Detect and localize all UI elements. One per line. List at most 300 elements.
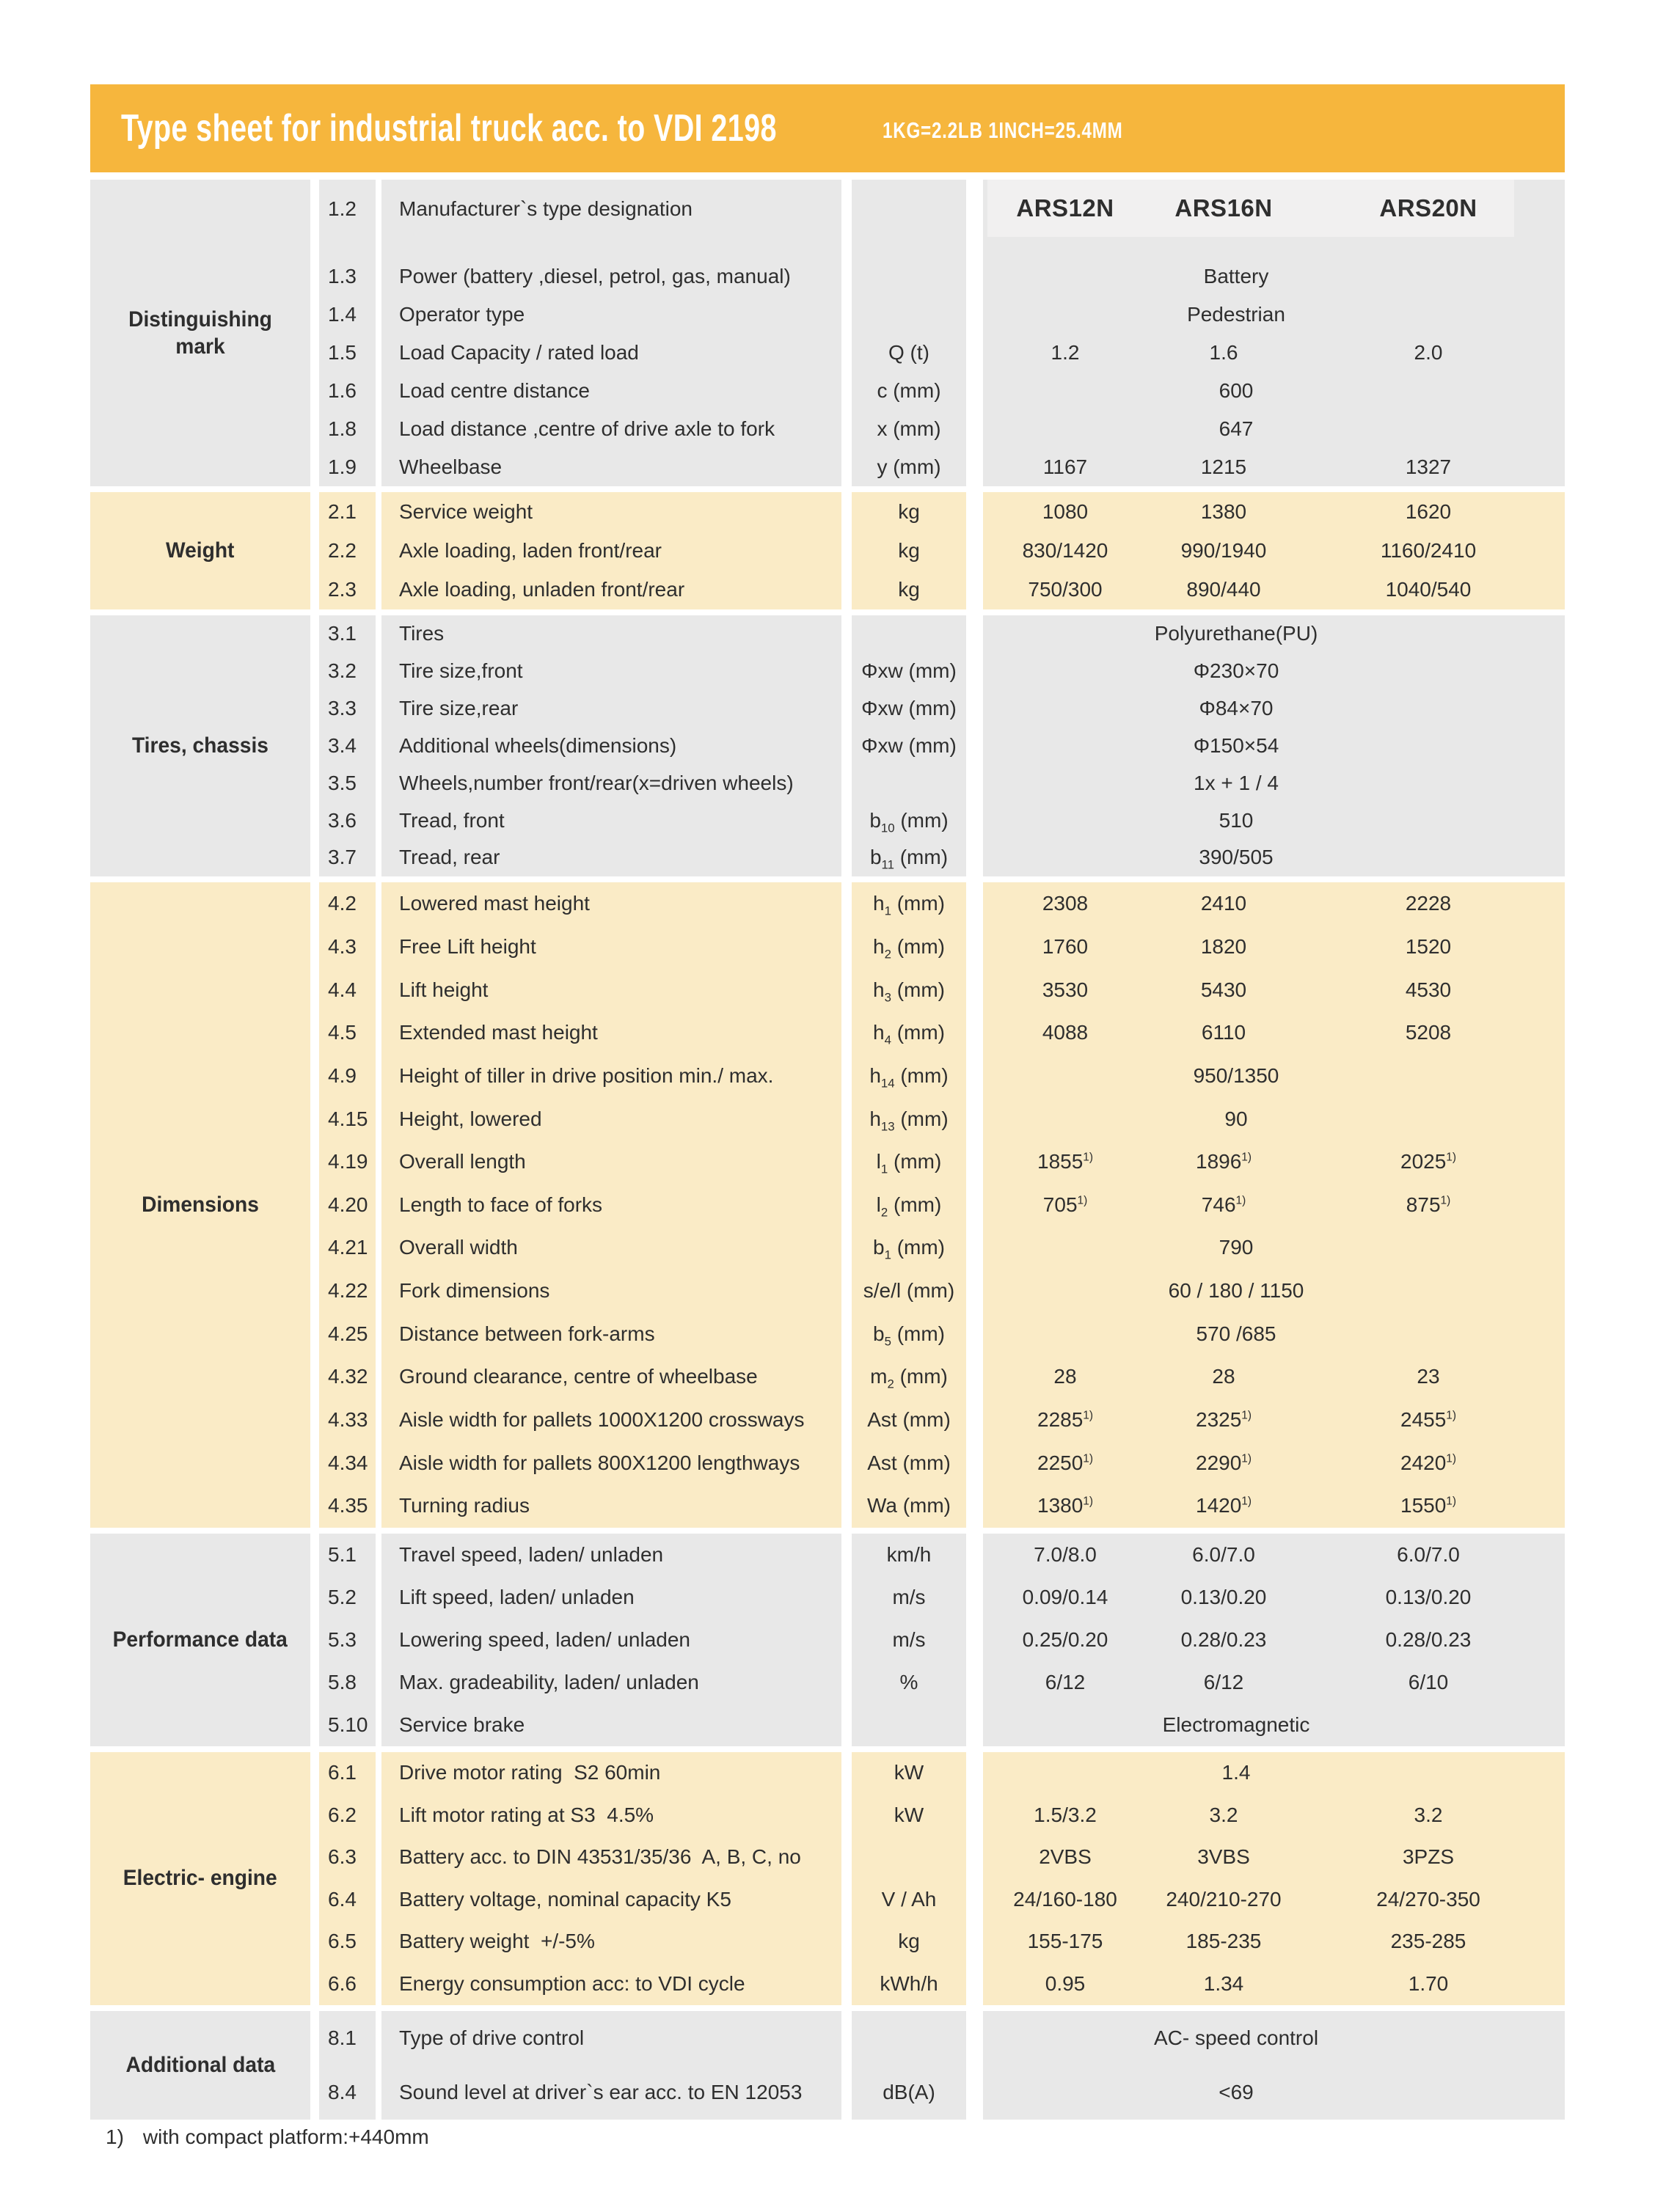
row-unit-text: y (mm) — [877, 455, 941, 478]
table-row — [319, 410, 1565, 448]
row-number — [319, 2065, 376, 2120]
row-number-text: 4.15 — [328, 1107, 368, 1130]
row-value-span — [983, 1097, 1489, 1140]
row-values — [983, 1399, 1565, 1442]
row-value-text: 60 / 180 / 1150 — [1168, 1279, 1304, 1303]
row-values-grid — [983, 448, 1557, 486]
row-unit — [852, 926, 966, 969]
section-category-cell — [90, 492, 310, 609]
row-description-text: Battery weight +/-5% — [399, 1930, 595, 1953]
row-unit — [852, 1270, 966, 1313]
table-row — [319, 1534, 1565, 1576]
row-number-text: 6.6 — [328, 1971, 357, 1995]
row-number — [319, 1534, 376, 1576]
row-description — [381, 1878, 841, 1921]
table-row — [319, 492, 1565, 531]
table-row — [319, 1921, 1565, 1963]
row-description — [381, 1441, 841, 1484]
row-unit — [852, 1836, 966, 1879]
row-unit-text: $b_1$ (mm) — [873, 1236, 945, 1263]
row-number-text: 4.33 — [328, 1408, 368, 1432]
row-value-span — [983, 728, 1489, 765]
row-values — [983, 1921, 1565, 1963]
section-label: Tires, chassis — [131, 733, 269, 758]
row-number — [319, 2011, 376, 2065]
row-description-text: Wheels,number front/rear(x=driven wheels) — [399, 771, 794, 794]
section-category-cell — [90, 882, 310, 1528]
row-number-text: 1.8 — [328, 417, 357, 440]
row-values — [983, 531, 1565, 570]
row-unit — [852, 1661, 966, 1704]
row-values — [983, 802, 1565, 839]
row-unit — [852, 728, 966, 765]
row-unit — [852, 1576, 966, 1619]
row-unit — [852, 1441, 966, 1484]
row-description-text: Load distance ,centre of drive axle to fork — [399, 417, 775, 440]
row-value-span — [983, 1270, 1489, 1313]
row-description-text: Length to face of forks — [399, 1193, 603, 1216]
row-values — [983, 882, 1565, 926]
row-number-text: 6.3 — [328, 1845, 357, 1869]
row-number-text: 4.21 — [328, 1236, 368, 1259]
section-rows — [319, 492, 1565, 609]
row-unit-text: kg — [898, 538, 920, 562]
spec-table — [90, 180, 1565, 2125]
row-value: 0.13/0.20 — [1385, 1585, 1472, 1608]
row-description-text: Axle loading, laden front/rear — [399, 538, 662, 562]
row-value: 2250$^{1)}$ — [1037, 1451, 1093, 1474]
row-value: 235-285 — [1390, 1930, 1466, 1953]
row-values — [983, 1752, 1565, 1795]
row-value: 185-235 — [1185, 1930, 1262, 1953]
table-row — [319, 1399, 1565, 1442]
row-value: 0.25/0.20 — [1022, 1627, 1108, 1651]
table-row — [319, 180, 1565, 257]
row-description-text: Additional wheels(dimensions) — [399, 733, 677, 757]
row-value-span — [983, 1752, 1489, 1795]
row-number-text: 5.8 — [328, 1670, 357, 1693]
row-values — [983, 1312, 1565, 1355]
row-description — [381, 180, 841, 257]
row-unit — [852, 2011, 966, 2065]
row-value: 1327 — [1405, 455, 1452, 478]
row-number-text: 4.22 — [328, 1279, 368, 1303]
row-number-text: 4.4 — [328, 978, 357, 1001]
section-category-cell — [90, 1752, 310, 2005]
row-unit-text: $h_3$ (mm) — [873, 978, 945, 1005]
table-row — [319, 615, 1565, 653]
row-unit — [852, 1399, 966, 1442]
row-value: 3530 — [1042, 978, 1089, 1001]
row-value: 1380 — [1200, 499, 1247, 523]
unit-conversion-note: 1KG=2.2LB 1INCH=25.4MM — [883, 117, 1123, 143]
row-description-text: Battery voltage, nominal capacity K5 — [399, 1887, 731, 1911]
section-rows — [319, 1534, 1565, 1746]
row-description — [381, 728, 841, 765]
row-value: 3PZS — [1402, 1845, 1455, 1869]
row-values-grid — [983, 926, 1557, 969]
row-unit-text: $h_2$ (mm) — [873, 934, 945, 962]
row-unit-text: $h_1$ (mm) — [873, 892, 945, 918]
row-values — [983, 615, 1565, 653]
row-value: 1550$^{1)}$ — [1400, 1494, 1456, 1517]
table-row — [319, 296, 1565, 334]
table-row — [319, 1704, 1565, 1746]
row-description — [381, 839, 841, 876]
row-description-text: Overall length — [399, 1150, 526, 1173]
row-description — [381, 1534, 841, 1576]
row-description — [381, 926, 841, 969]
row-unit-text: c (mm) — [877, 379, 941, 402]
row-description-text: Aisle width for pallets 800X1200 lengthways — [399, 1451, 800, 1474]
row-values-grid — [983, 531, 1557, 570]
footnote-marker: 1) — [106, 2125, 124, 2148]
row-unit — [852, 1097, 966, 1140]
row-values-grid — [983, 1836, 1557, 1879]
row-values — [983, 1270, 1565, 1313]
row-number — [319, 653, 376, 690]
row-value: 5430 — [1200, 978, 1247, 1001]
row-value-text: 390/505 — [1199, 846, 1274, 869]
row-value-text: Φ150×54 — [1193, 733, 1279, 757]
row-description — [381, 1399, 841, 1442]
row-value: 1.5/3.2 — [1034, 1803, 1097, 1826]
row-value: 6/12 — [1203, 1670, 1244, 1693]
row-number-text: 5.2 — [328, 1585, 357, 1608]
row-description — [381, 2011, 841, 2065]
row-unit — [852, 2065, 966, 2120]
row-number — [319, 1963, 376, 2005]
row-description — [381, 1836, 841, 1879]
row-number — [319, 1794, 376, 1836]
row-unit — [852, 1183, 966, 1226]
row-values-grid — [983, 1399, 1557, 1442]
row-number-text: 3.2 — [328, 659, 357, 683]
row-unit-text: km/h — [886, 1542, 932, 1566]
row-description-text: Extended mast height — [399, 1021, 598, 1044]
row-description-text: Power (battery ,diesel, petrol, gas, manual) — [399, 265, 791, 288]
row-values-grid — [983, 1963, 1557, 2005]
row-description — [381, 690, 841, 728]
row-number — [319, 764, 376, 802]
row-value: 830/1420 — [1022, 538, 1108, 562]
row-number-text: 8.1 — [328, 2026, 357, 2049]
row-values — [983, 1878, 1565, 1921]
table-row — [319, 372, 1565, 410]
row-value: 1160/2410 — [1380, 538, 1477, 562]
row-unit — [852, 1963, 966, 2005]
row-unit-text: kW — [894, 1761, 924, 1784]
row-number-text: 3.7 — [328, 846, 357, 869]
row-number-text: 3.5 — [328, 771, 357, 794]
row-description-text: Manufacturer`s type designation — [399, 197, 693, 220]
row-description — [381, 334, 841, 372]
row-unit-text: kW — [894, 1803, 924, 1826]
row-values — [983, 257, 1565, 296]
row-unit — [852, 257, 966, 296]
row-unit-text: $m_2$ (mm) — [870, 1365, 948, 1392]
row-number — [319, 1097, 376, 1140]
row-unit-text: $h_{13}$ (mm) — [869, 1107, 949, 1134]
row-values-grid — [983, 1355, 1557, 1399]
row-values-grid — [983, 882, 1557, 926]
row-number — [319, 1921, 376, 1963]
row-description — [381, 1055, 841, 1098]
row-unit — [852, 690, 966, 728]
row-value: 1.2 — [1051, 341, 1080, 364]
row-unit — [852, 334, 966, 372]
row-description-text: Distance between fork-arms — [399, 1322, 655, 1345]
row-values — [983, 492, 1565, 531]
row-description — [381, 492, 841, 531]
row-value-span — [983, 1055, 1489, 1098]
row-number — [319, 1011, 376, 1055]
row-number — [319, 1441, 376, 1484]
row-number-text: 3.6 — [328, 808, 357, 832]
row-number-text: 1.2 — [328, 197, 357, 220]
row-number-text: 4.19 — [328, 1150, 368, 1173]
table-row — [319, 1226, 1565, 1270]
row-description — [381, 372, 841, 410]
table-row — [319, 1312, 1565, 1355]
row-description — [381, 1312, 841, 1355]
row-unit-text: V / Ah — [881, 1887, 937, 1911]
row-value-text: Φ230×70 — [1193, 659, 1279, 683]
model-name: ARS16N — [1174, 194, 1273, 221]
row-value: 0.28/0.23 — [1385, 1627, 1472, 1651]
row-number-text: 2.2 — [328, 538, 357, 562]
row-values — [983, 728, 1565, 765]
row-number — [319, 1312, 376, 1355]
row-values-grid — [983, 1878, 1557, 1921]
section-rows — [319, 180, 1565, 486]
section-rows — [319, 882, 1565, 1528]
row-description-text: Travel speed, laden/ unladen — [399, 1542, 664, 1566]
row-values — [983, 1097, 1565, 1140]
table-row — [319, 2011, 1565, 2065]
section-weight — [90, 492, 1565, 609]
row-value: 2.0 — [1414, 341, 1443, 364]
row-number — [319, 492, 376, 531]
row-unit-text: kg — [898, 499, 920, 523]
row-number-text: 3.3 — [328, 697, 357, 720]
section-distinguishing-mark — [90, 180, 1565, 486]
row-unit-text: % — [899, 1670, 918, 1693]
row-number-text: 2.1 — [328, 499, 357, 523]
row-description-text: Tread, rear — [399, 846, 500, 869]
header-bar — [90, 84, 1565, 172]
row-values — [983, 1226, 1565, 1270]
row-description-text: Overall width — [399, 1236, 518, 1259]
row-value: 1896$^{1)}$ — [1196, 1150, 1252, 1173]
row-values — [983, 1576, 1565, 1619]
row-value: 2228 — [1405, 892, 1452, 915]
row-description-text: Ground clearance, centre of wheelbase — [399, 1365, 758, 1388]
row-number — [319, 1226, 376, 1270]
row-value-text: AC- speed control — [1153, 2026, 1319, 2049]
row-value-text: 1.4 — [1221, 1761, 1251, 1784]
row-number — [319, 372, 376, 410]
row-value-span — [983, 1312, 1489, 1355]
row-values — [983, 1355, 1565, 1399]
row-description — [381, 1921, 841, 1963]
section-category-cell — [90, 615, 310, 876]
row-number — [319, 839, 376, 876]
section-category-cell — [90, 2011, 310, 2120]
row-number — [319, 1399, 376, 1442]
row-value: 1.6 — [1209, 341, 1238, 364]
row-number — [319, 1619, 376, 1661]
row-value-span — [983, 839, 1489, 876]
row-description-text: Lift speed, laden/ unladen — [399, 1585, 635, 1608]
row-values-grid — [983, 968, 1557, 1011]
row-unit — [852, 1226, 966, 1270]
table-row — [319, 1619, 1565, 1661]
row-description-text: Tread, front — [399, 808, 505, 832]
row-unit-text: m/s — [892, 1627, 926, 1651]
row-number-text: 4.35 — [328, 1494, 368, 1517]
table-row — [319, 1011, 1565, 1055]
row-unit — [852, 448, 966, 486]
row-number-text: 1.3 — [328, 265, 357, 288]
row-value: 24/270-350 — [1376, 1887, 1480, 1911]
row-description-text: Fork dimensions — [399, 1279, 550, 1303]
row-value: 23 — [1417, 1365, 1440, 1388]
row-unit-text: Ast (mm) — [867, 1451, 951, 1474]
row-unit-text: $h_{14}$ (mm) — [869, 1063, 949, 1091]
row-description-text: Drive motor rating S2 60min — [399, 1761, 661, 1784]
table-row — [319, 531, 1565, 570]
row-number — [319, 1661, 376, 1704]
row-values — [983, 180, 1565, 257]
row-description-text: Turning radius — [399, 1494, 530, 1517]
row-number-text: 3.1 — [328, 622, 357, 645]
row-values — [983, 1794, 1565, 1836]
row-value-span — [983, 1226, 1489, 1270]
row-unit-text: kWh/h — [880, 1971, 938, 1995]
row-unit-text: s/e/l (mm) — [863, 1279, 955, 1303]
row-value: 28 — [1212, 1365, 1235, 1388]
section-rows — [319, 2011, 1565, 2120]
row-values — [983, 1011, 1565, 1055]
row-number — [319, 257, 376, 296]
row-value-text: Polyurethane(PU) — [1154, 622, 1318, 645]
row-number-text: 3.4 — [328, 733, 357, 757]
row-unit-text: $l_2$ (mm) — [876, 1193, 942, 1220]
row-value: 3VBS — [1197, 1845, 1250, 1869]
row-value-text: Φ84×70 — [1199, 697, 1274, 720]
row-description — [381, 882, 841, 926]
section-rows — [319, 1752, 1565, 2005]
row-number — [319, 1484, 376, 1528]
row-values-grid — [983, 1183, 1557, 1226]
section-additional-data — [90, 2011, 1565, 2120]
table-row — [319, 1661, 1565, 1704]
section-label: Performance data — [112, 1627, 288, 1652]
table-row — [319, 1097, 1565, 1140]
row-unit-text: Φxw (mm) — [861, 659, 957, 683]
row-value: 6.0/7.0 — [1192, 1542, 1255, 1566]
row-description — [381, 1270, 841, 1313]
row-description — [381, 257, 841, 296]
row-value-text: Battery — [1203, 265, 1269, 288]
row-description-text: Load centre distance — [399, 379, 590, 402]
row-number — [319, 334, 376, 372]
row-value-span — [983, 653, 1489, 690]
table-row — [319, 1183, 1565, 1226]
row-unit-text: Ast (mm) — [867, 1408, 951, 1432]
row-description — [381, 1226, 841, 1270]
row-unit-text: x (mm) — [877, 417, 941, 440]
row-value-text: 950/1350 — [1193, 1063, 1279, 1087]
row-value-span — [983, 764, 1489, 802]
table-row — [319, 1140, 1565, 1184]
row-value-span — [983, 257, 1489, 296]
row-value-text: 570 /685 — [1196, 1322, 1276, 1345]
row-value: 746$^{1)}$ — [1201, 1193, 1246, 1216]
row-value: 24/160-180 — [1013, 1887, 1117, 1911]
row-values-grid — [983, 1921, 1557, 1963]
model-name: ARS12N — [1016, 194, 1114, 221]
table-row — [319, 802, 1565, 839]
row-values — [983, 1963, 1565, 2005]
row-values — [983, 764, 1565, 802]
row-value: 2VBS — [1039, 1845, 1092, 1869]
row-value-text: 647 — [1219, 417, 1254, 440]
row-value-text: 790 — [1219, 1236, 1254, 1259]
row-number-text: 4.3 — [328, 934, 357, 958]
row-value: 5208 — [1405, 1021, 1452, 1044]
section-rows — [319, 615, 1565, 876]
row-number — [319, 448, 376, 486]
row-number-text: 5.10 — [328, 1713, 368, 1736]
row-value: 3.2 — [1209, 1803, 1238, 1826]
section-label: Distinguishing mark — [128, 307, 272, 359]
row-description — [381, 1140, 841, 1184]
row-description — [381, 1963, 841, 2005]
table-row — [319, 764, 1565, 802]
row-description-text: Battery acc. to DIN 43531/35/36 A, B, C, no — [399, 1845, 801, 1869]
row-number — [319, 926, 376, 969]
row-number — [319, 296, 376, 334]
row-number-text: 2.3 — [328, 578, 357, 601]
row-value: 2290$^{1)}$ — [1196, 1451, 1252, 1474]
row-number-text: 1.4 — [328, 303, 357, 326]
row-value: 705$^{1)}$ — [1042, 1193, 1088, 1216]
row-number — [319, 615, 376, 653]
section-performance-data — [90, 1534, 1565, 1746]
row-unit — [852, 1534, 966, 1576]
row-value: 1820 — [1200, 934, 1247, 958]
row-value: 7.0/8.0 — [1034, 1542, 1097, 1566]
row-unit — [852, 839, 966, 876]
row-value: 6/12 — [1045, 1670, 1086, 1693]
row-description — [381, 1752, 841, 1795]
row-value: 2285$^{1)}$ — [1037, 1408, 1093, 1432]
table-row — [319, 1963, 1565, 2005]
row-description — [381, 1619, 841, 1661]
row-number — [319, 690, 376, 728]
row-unit — [852, 1752, 966, 1795]
row-values-grid — [983, 1140, 1557, 1184]
row-value: 6/10 — [1408, 1670, 1449, 1693]
row-description-text: Load Capacity / rated load — [399, 341, 639, 364]
row-values — [983, 1704, 1565, 1746]
row-value-span — [983, 410, 1489, 448]
row-value: 750/300 — [1028, 578, 1103, 601]
row-description — [381, 2065, 841, 2120]
table-row — [319, 1355, 1565, 1399]
